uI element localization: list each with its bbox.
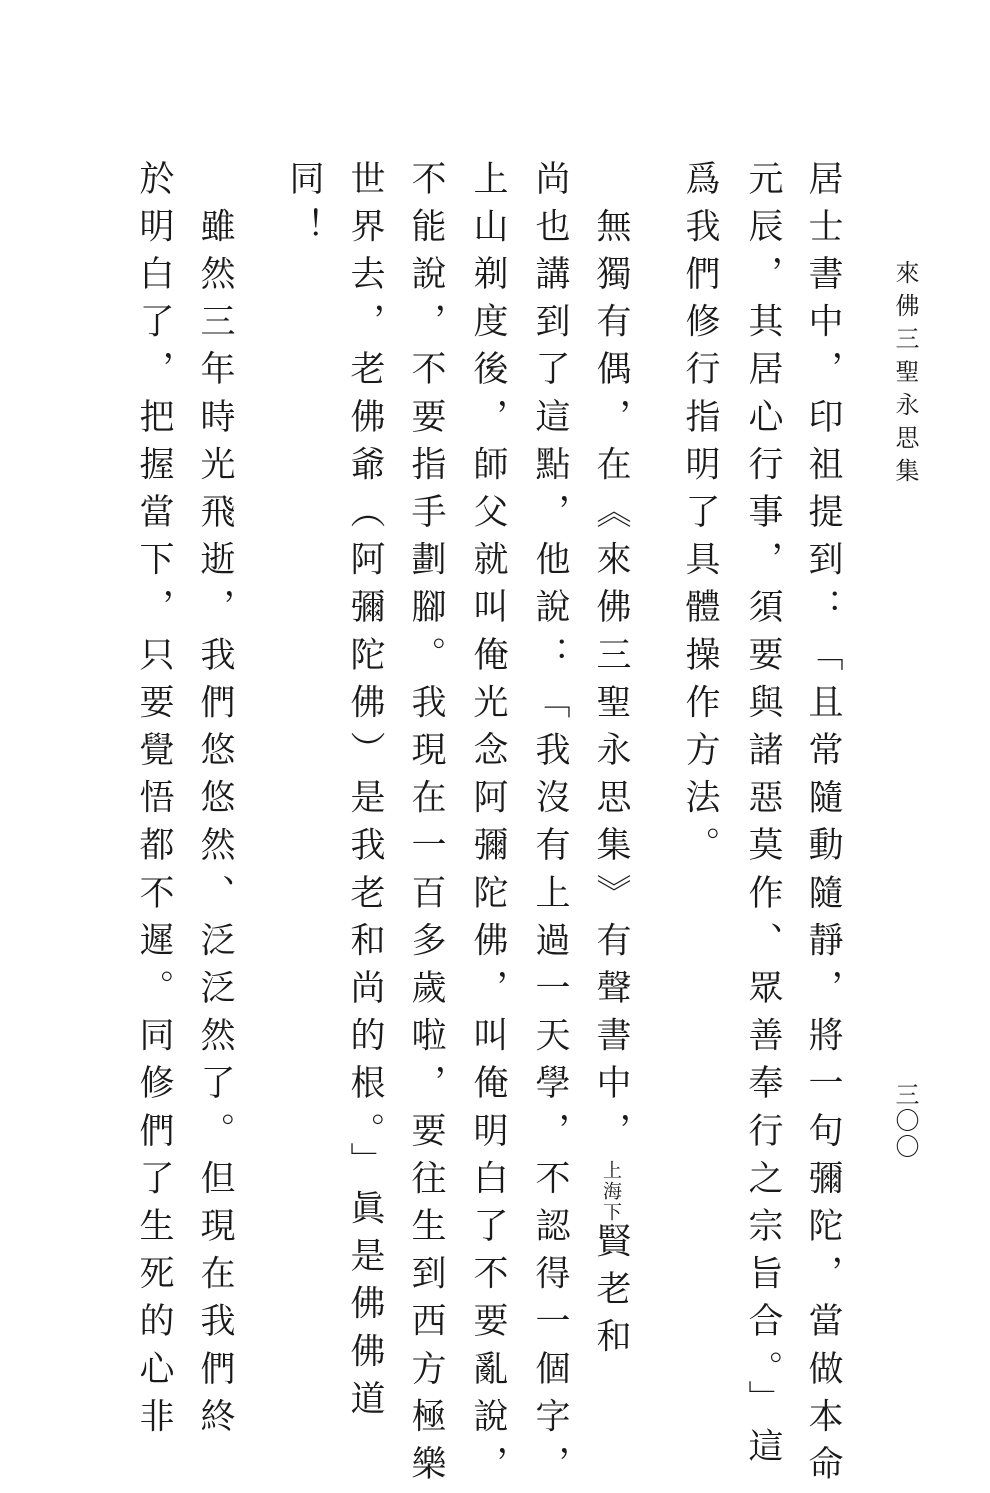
- page-number: 三〇〇: [891, 1082, 919, 1160]
- inline-small-annotation: 上海下: [600, 1159, 622, 1223]
- text-column-4-main: 無獨有偶，在《來佛三聖永思集》有聲書中，: [591, 160, 631, 1160]
- text-column-10: 雖然三年時光飛逝，我們悠悠然、泛泛然了。但現在我們終: [195, 160, 235, 1446]
- text-column-9: 同！: [284, 160, 324, 256]
- text-column-7: 不能說，不要指手劃腳。我現在一百多歲啦，要往生到西方極樂: [406, 160, 446, 1493]
- text-column-5: 尚也講到了這點，他說：「我沒有上過一天學，不認得一個字，: [530, 160, 570, 1493]
- text-column-6: 上山剃度後，師父就叫俺光念阿彌陀佛，叫俺明白了不要亂說，: [468, 160, 508, 1493]
- text-column-4-tail: 賢老和: [591, 1222, 631, 1366]
- text-column-4: [591, 160, 631, 1366]
- text-column-1: 居士書中，印祖提到：「且常隨動隨靜，將一句彌陀，當做本命: [803, 160, 843, 1493]
- running-header-title: 來佛三聖永思集: [891, 260, 919, 491]
- text-column-11: 於明白了，把握當下，只要覺悟都不遲。同修們了生死的心非: [134, 160, 174, 1446]
- text-column-2: 元辰，其居心行事，須要與諸惡莫作、眾善奉行之宗旨合。」這: [743, 160, 783, 1476]
- text-column-3: 爲我們修行指明了具體操作方法。: [680, 160, 720, 874]
- text-column-8: 世界去，老佛爺（阿彌陀佛）是我老和尚的根。」眞是佛佛道: [345, 160, 385, 1428]
